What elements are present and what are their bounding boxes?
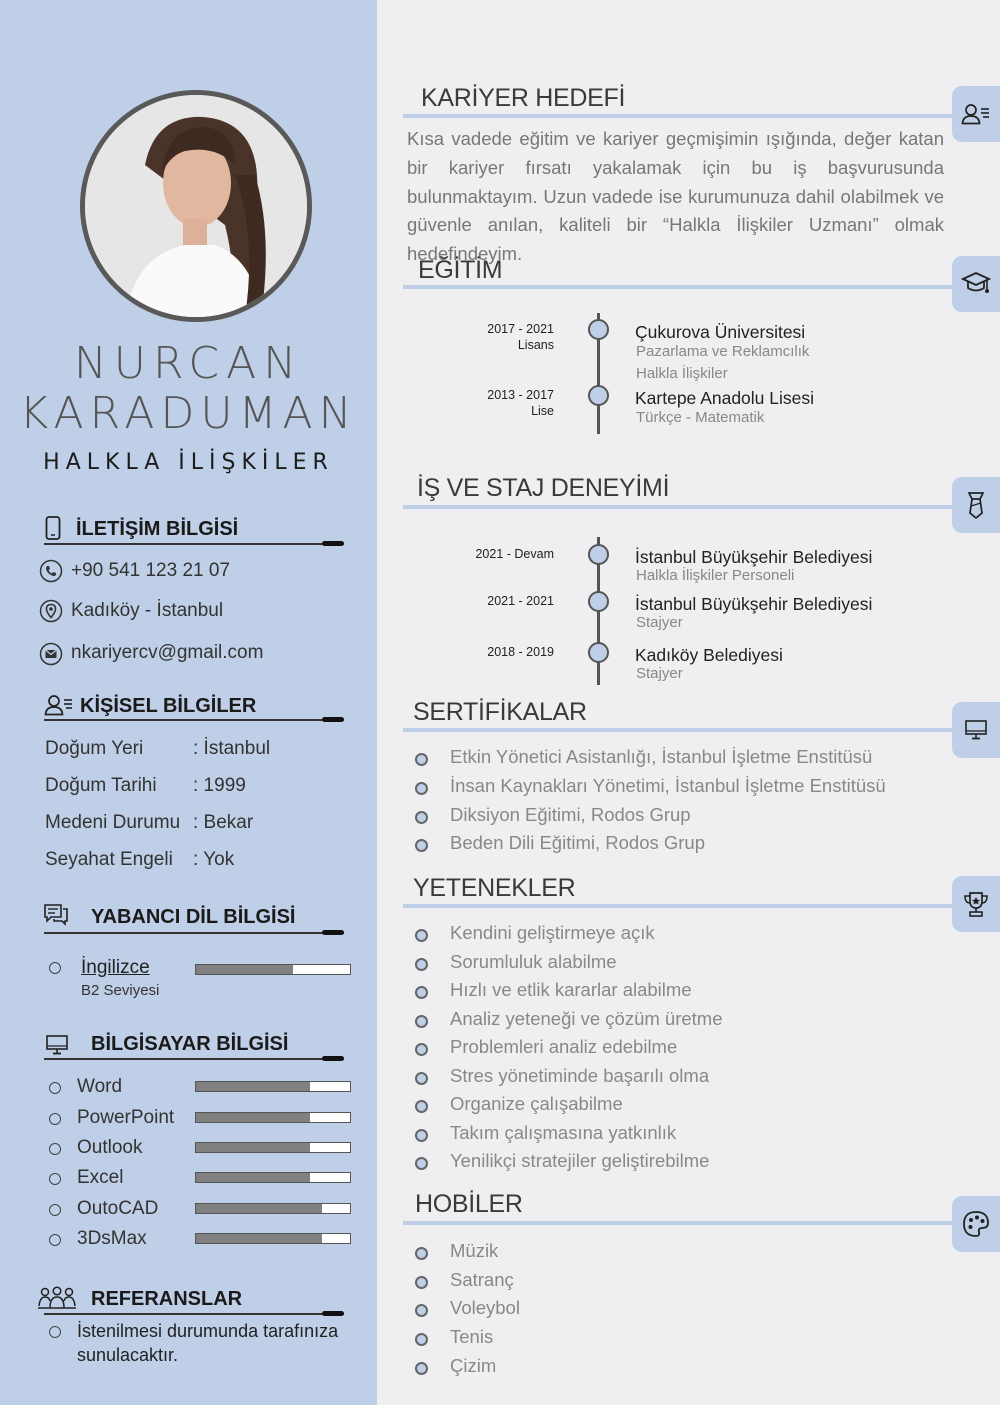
- education-tab: [952, 256, 1000, 312]
- certificates-divider: [403, 728, 953, 732]
- certificate-item-bullet: [415, 753, 428, 766]
- language-name: İngilizce: [81, 957, 150, 978]
- personal-label: Seyahat Engeli: [45, 849, 173, 870]
- certificate-item: İnsan Kaynakları Yönetimi, İstanbul İşletme Enstitüsü: [450, 774, 886, 796]
- education-date: 2013 - 2017: [487, 388, 554, 402]
- skills-tab: [952, 876, 1000, 932]
- objective-text: Kısa vadede eğitim ve kariyer geçmişimin ışığında, değer katan bir kariyer fırsatı yakalamak için bu iş başvurusunda bulunmaktayım. Uzun vadede ise kurumunuza dahil olabilmek ve güvenle anılan, kaliteli bir “Halkla İlişkiler Uzmanı” olmak hedefindeyim.: [407, 128, 944, 265]
- objective-tab: [952, 86, 1000, 142]
- graduation-cap-icon: [961, 270, 991, 298]
- experience-role: Stajyer: [636, 665, 683, 682]
- education-department: Pazarlama ve Reklamcılık: [636, 343, 810, 360]
- phone-number[interactable]: +90 541 123 21 07: [71, 560, 231, 581]
- skill-item: Analiz yeteneği ve çözüm üretme: [450, 1007, 723, 1029]
- experience-role: Stajyer: [636, 614, 683, 631]
- experience-role: Halkla İlişkiler Personeli: [636, 567, 795, 584]
- skill-item: Sorumluluk alabilme: [450, 950, 617, 972]
- computer-skill-name: 3DsMax: [77, 1228, 147, 1249]
- trophy-icon: [962, 890, 990, 918]
- computer-skill-fill: [196, 1173, 310, 1182]
- person-list-icon: [44, 694, 74, 721]
- experience-organization: İstanbul Büyükşehir Belediyesi: [635, 594, 873, 614]
- computer-skill-name: Word: [77, 1076, 123, 1097]
- objective-divider: [403, 114, 953, 118]
- experience-heading: İŞ VE STAJ DENEYİMİ: [417, 474, 670, 502]
- experience-date: 2021 - 2021: [487, 594, 554, 608]
- computer-bullet: [49, 1082, 61, 1094]
- hobby-item: Voleybol: [450, 1297, 520, 1319]
- skill-item: Problemleri analiz edebilme: [450, 1036, 678, 1057]
- education-department: Türkçe - Matematik: [636, 409, 765, 426]
- certificate-item: Etkin Yönetici Asistanlığı, İstanbul İşletme Enstitüsü: [450, 746, 873, 767]
- job-title: HALKLA İLİŞKİLER: [43, 450, 334, 475]
- skill-item-bullet: [415, 958, 428, 971]
- personal-divider-end: [322, 717, 344, 722]
- contact-divider-end: [322, 541, 344, 546]
- objective-heading: KARİYER HEDEFİ: [421, 84, 626, 112]
- language-divider-end: [322, 930, 344, 935]
- education-school: Kartepe Anadolu Lisesi: [635, 388, 815, 408]
- references-divider: [44, 1313, 344, 1315]
- computer-skill-bar: [195, 1112, 351, 1123]
- certificates-heading: SERTİFİKALAR: [413, 698, 587, 726]
- computer-skill-fill: [196, 1113, 310, 1122]
- experience-tab: [952, 477, 1000, 533]
- education-degree-type: Lise: [531, 404, 554, 418]
- references-text-line1: İstenilmesi durumunda tarafınıza: [77, 1321, 339, 1341]
- monitor-icon: [45, 1034, 69, 1061]
- education-heading: EĞİTİM: [418, 256, 503, 284]
- computer-heading: BİLGİSAYAR BİLGİSİ: [91, 1033, 289, 1055]
- experience-date: 2021 - Devam: [475, 547, 554, 561]
- email-address[interactable]: nkariyercv@gmail.com: [71, 642, 264, 663]
- language-level-fill: [196, 965, 293, 974]
- personal-value: : Bekar: [193, 812, 254, 833]
- phone-icon: [39, 559, 63, 588]
- chat-bubbles-icon: [43, 903, 69, 932]
- hobbies-tab: [952, 1196, 1000, 1252]
- experience-organization: Kadıköy Belediyesi: [635, 645, 783, 665]
- computer-bullet: [49, 1113, 61, 1125]
- skill-item-bullet: [415, 986, 428, 999]
- education-timeline-dot: [588, 319, 609, 340]
- experience-timeline-dot: [588, 642, 609, 663]
- hobby-item-bullet: [415, 1247, 428, 1260]
- last-name: KARADUMAN: [19, 388, 358, 439]
- certificate-item: Beden Dili Eğitimi, Rodos Grup: [450, 832, 705, 854]
- computer-skill-fill: [196, 1234, 322, 1243]
- personal-value: : İstanbul: [193, 738, 271, 759]
- certificate-item-bullet: [415, 782, 428, 795]
- computer-skill-name: OutoCAD: [77, 1198, 159, 1219]
- hobbies-divider: [403, 1221, 953, 1225]
- personal-value: : 1999: [193, 775, 246, 796]
- computer-skill-name: Outlook: [77, 1137, 143, 1158]
- personal-value: : Yok: [193, 849, 235, 870]
- skill-item: Takım çalışmasına yatkınlık: [450, 1121, 677, 1143]
- hobby-item-bullet: [415, 1362, 428, 1375]
- experience-date: 2018 - 2019: [487, 645, 554, 659]
- skill-item-bullet: [415, 1015, 428, 1028]
- hobby-item-bullet: [415, 1276, 428, 1289]
- people-group-icon: [37, 1286, 77, 1315]
- computer-skill-bar: [195, 1081, 351, 1092]
- profile-photo: [80, 90, 312, 322]
- personal-label: Doğum Tarihi: [45, 775, 157, 796]
- necktie-icon: [966, 491, 986, 519]
- skill-item-bullet: [415, 929, 428, 942]
- education-school: Çukurova Üniversitesi: [635, 322, 806, 342]
- experience-divider: [403, 505, 953, 509]
- certificate-item-bullet: [415, 811, 428, 824]
- personal-heading: KİŞİSEL BİLGİLER: [80, 695, 257, 717]
- hobby-item: Çizim: [450, 1354, 497, 1376]
- computer-bullet: [49, 1234, 61, 1246]
- computer-bullet: [49, 1173, 61, 1185]
- language-divider: [44, 932, 344, 934]
- monitor-icon: [964, 719, 988, 741]
- skill-item-bullet: [415, 1157, 428, 1170]
- education-program: Halkla İlişkiler: [636, 365, 728, 382]
- references-text-line2: sunulacaktır.: [77, 1345, 179, 1365]
- skill-item: Kendini geliştirmeye açık: [450, 922, 655, 943]
- computer-skill-bar: [195, 1172, 351, 1183]
- language-heading: YABANCI DİL BİLGİSİ: [91, 906, 296, 928]
- skill-item: Stres yönetiminde başarılı olma: [450, 1064, 710, 1086]
- skills-divider: [403, 904, 953, 908]
- skill-item-bullet: [415, 1129, 428, 1142]
- skill-item: Organize çalışabilme: [450, 1093, 623, 1114]
- computer-bullet: [49, 1204, 61, 1216]
- computer-divider-end: [322, 1056, 344, 1061]
- skill-item-bullet: [415, 1100, 428, 1113]
- email-icon: [39, 642, 63, 671]
- education-divider: [403, 285, 953, 289]
- computer-skill-bar: [195, 1203, 351, 1214]
- phone-mobile-icon: [45, 516, 61, 545]
- palette-icon: [962, 1210, 990, 1238]
- experience-timeline-dot: [588, 544, 609, 565]
- personal-divider: [44, 719, 344, 721]
- certificates-tab: [952, 702, 1000, 758]
- education-date: 2017 - 2021: [487, 322, 554, 336]
- references-divider-end: [322, 1311, 344, 1316]
- personal-label: Medeni Durumu: [45, 812, 181, 833]
- computer-skill-fill: [196, 1143, 310, 1152]
- contact-heading: İLETİŞİM BİLGİSİ: [76, 518, 239, 540]
- experience-organization: İstanbul Büyükşehir Belediyesi: [635, 547, 873, 567]
- personal-label: Doğum Yeri: [45, 738, 144, 759]
- hobby-item: Tenis: [450, 1326, 494, 1348]
- hobby-item-bullet: [415, 1333, 428, 1346]
- skill-item: Hızlı ve etlik kararlar alabilme: [450, 979, 692, 1000]
- language-bullet: [49, 962, 61, 974]
- certificate-item: Diksiyon Eğitimi, Rodos Grup: [450, 803, 691, 825]
- language-level: B2 Seviyesi: [81, 982, 160, 999]
- hobby-item: Satranç: [450, 1268, 514, 1290]
- skill-item: Yenilikçi stratejiler geliştirebilme: [450, 1150, 710, 1171]
- computer-skill-fill: [196, 1082, 310, 1091]
- education-timeline-dot: [588, 385, 609, 406]
- hobbies-heading: HOBİLER: [415, 1190, 523, 1218]
- computer-divider: [44, 1058, 344, 1060]
- computer-skill-fill: [196, 1204, 322, 1213]
- computer-skill-name: Excel: [77, 1167, 124, 1188]
- hobby-item: Müzik: [450, 1240, 499, 1261]
- education-degree-type: Lisans: [517, 338, 554, 352]
- references-bullet: [49, 1326, 61, 1338]
- computer-bullet: [49, 1143, 61, 1155]
- computer-skill-name: PowerPoint: [77, 1107, 175, 1128]
- location-pin-icon: [39, 599, 63, 628]
- skill-item-bullet: [415, 1043, 428, 1056]
- skill-item-bullet: [415, 1072, 428, 1085]
- person-list-icon: [961, 103, 991, 125]
- contact-divider: [44, 543, 344, 545]
- experience-timeline-dot: [588, 591, 609, 612]
- location-text: Kadıköy - İstanbul: [71, 600, 224, 621]
- computer-skill-bar: [195, 1233, 351, 1244]
- references-heading: REFERANSLAR: [91, 1288, 243, 1310]
- language-level-bar: [195, 964, 351, 975]
- skills-heading: YETENEKLER: [413, 874, 576, 902]
- computer-skill-bar: [195, 1142, 351, 1153]
- first-name: NURCAN: [73, 338, 304, 389]
